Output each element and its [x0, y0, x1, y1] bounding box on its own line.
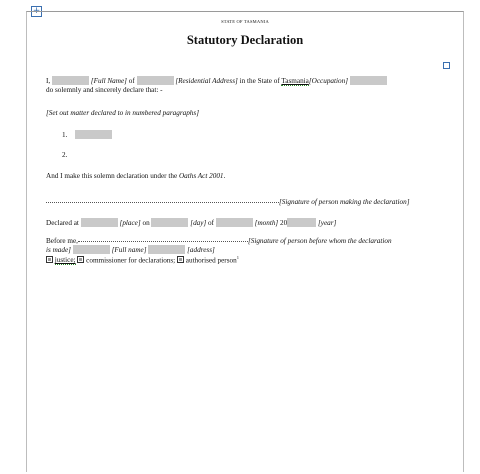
year-label: [year]: [318, 219, 337, 227]
declared-at-line: [46, 218, 336, 227]
paragraph-item-1: [62, 130, 112, 139]
occupation-label: [Occupation]: [308, 77, 348, 85]
oath-act: Oaths Act 2001: [178, 172, 224, 180]
witness-address-field[interactable]: [148, 245, 185, 254]
before-me-label: Before me,: [46, 237, 78, 245]
oath-suffix: .: [223, 172, 226, 180]
paragraph-item-2: [62, 151, 67, 159]
occupation-field[interactable]: [350, 76, 387, 85]
in-state-label: in the State of: [239, 77, 280, 85]
state-header: STATE OF TASMANIA: [221, 19, 269, 24]
paragraph-1-field[interactable]: [75, 130, 112, 139]
signature-field[interactable]: [46, 197, 279, 203]
residential-address-label: [Residential Address]: [175, 77, 238, 85]
year-prefix: 20: [280, 219, 288, 227]
authorised-person-checkbox[interactable]: [177, 256, 184, 263]
commissioner-checkbox[interactable]: [77, 256, 84, 263]
footnote-marker: 1: [236, 255, 239, 260]
day-label: [day]: [190, 219, 207, 227]
commissioner-label: commissioner for declarations;: [86, 256, 176, 265]
signature-line: [46, 197, 410, 206]
document-page: [26, 11, 464, 472]
table-move-handle-icon[interactable]: +: [32, 6, 41, 16]
declared-at-label: Declared at: [46, 219, 79, 227]
oath-line: [46, 172, 225, 180]
before-me-line: [46, 236, 392, 245]
authorised-person-label: authorised person: [185, 256, 237, 265]
resize-handle-icon[interactable]: [443, 62, 450, 69]
item-number-1: 1.: [62, 131, 68, 139]
witness-signature-field[interactable]: [78, 236, 248, 242]
item-number-2: 2.: [62, 151, 68, 159]
witness-full-name-label: [Full name]: [111, 246, 147, 254]
witness-address-label: [address]: [187, 246, 215, 254]
pronoun-i: I,: [46, 77, 51, 85]
state-name: Tasmania: [281, 77, 309, 85]
of-label: of: [128, 77, 135, 85]
year-field[interactable]: [287, 218, 316, 227]
of-month-label: of: [208, 219, 215, 227]
page-title: Statutory Declaration: [186, 33, 304, 47]
on-label: on: [142, 219, 150, 227]
declare-line: do solemnly and sincerely declare that: -: [46, 86, 163, 94]
witness-details-line: [46, 245, 215, 254]
full-name-label: [Full Name]: [90, 77, 127, 85]
month-label: [month]: [254, 219, 279, 227]
witness-capacity-line: [46, 255, 239, 264]
witness-signature-label: [Signature of person before whom the declaration: [247, 237, 392, 245]
oath-prefix: And I make this solemn declaration under the: [46, 172, 178, 180]
signature-label: [Signature of person making the declaration]: [279, 198, 410, 206]
residential-address-field[interactable]: [137, 76, 174, 85]
justice-label: justice;: [54, 256, 76, 265]
place-field[interactable]: [81, 218, 118, 227]
place-label: [place]: [119, 219, 141, 227]
month-field[interactable]: [216, 218, 253, 227]
declarant-line: [46, 76, 387, 85]
witness-full-name-field[interactable]: [73, 245, 110, 254]
instruction-line: [Set out matter declared to in numbered paragraphs]: [46, 109, 199, 117]
is-made-label: is made]: [46, 246, 71, 254]
justice-checkbox[interactable]: [46, 256, 53, 263]
day-field[interactable]: [151, 218, 188, 227]
full-name-field[interactable]: [52, 76, 89, 85]
